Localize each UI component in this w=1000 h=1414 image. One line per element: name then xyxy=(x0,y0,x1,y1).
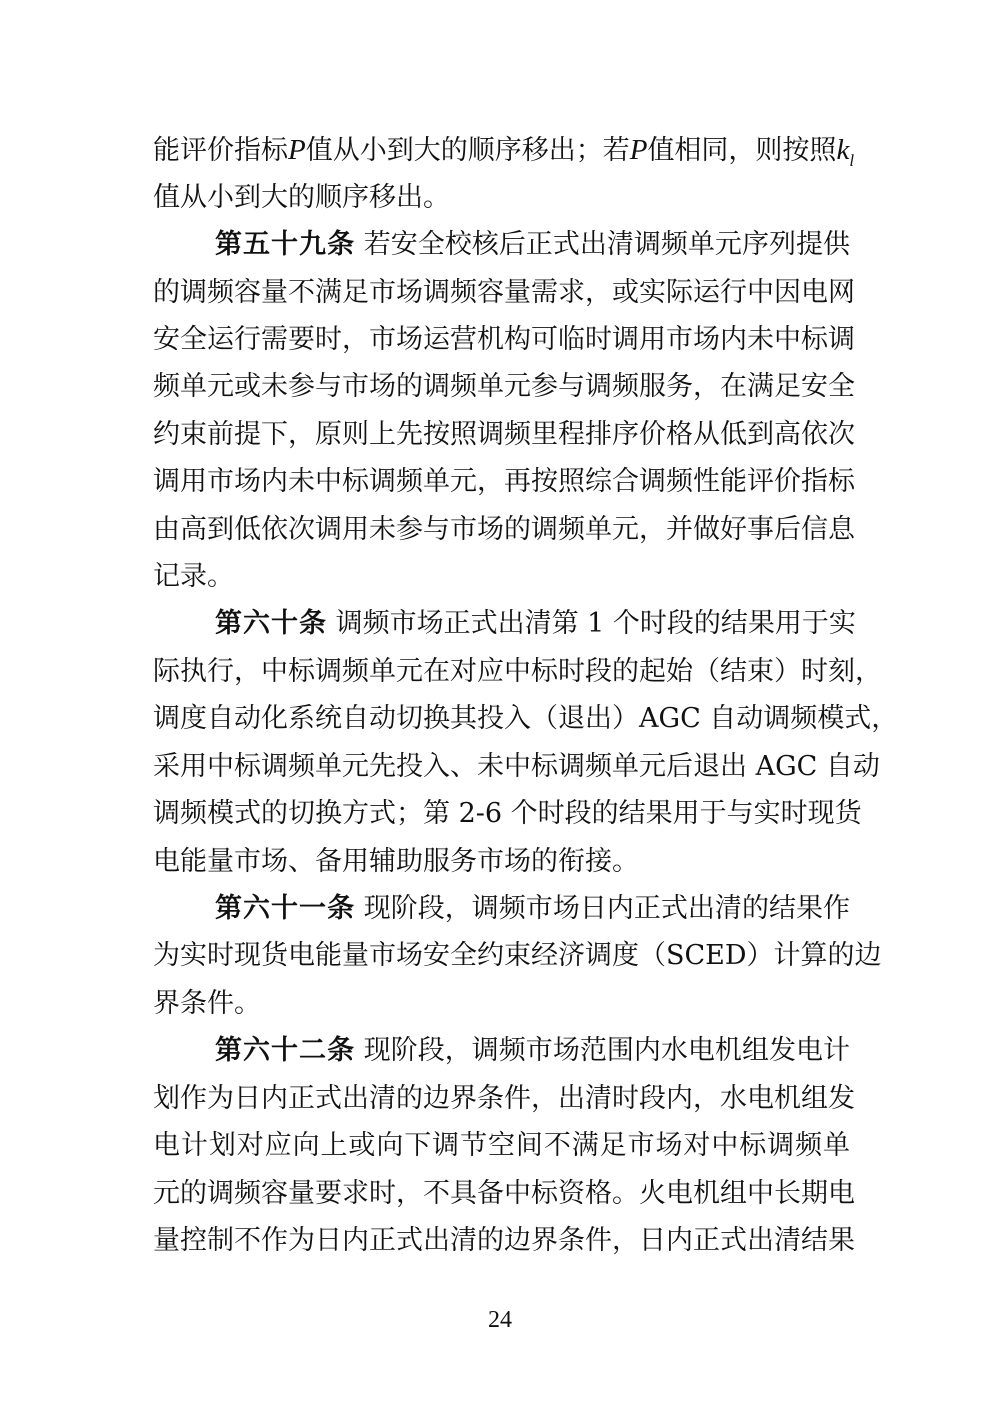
paragraph-line: 元的调频容量要求时，不具备中标资格。火电机组中长期电 xyxy=(153,1178,855,1209)
paragraph-line: 为实时现货电能量市场安全约束经济调度（SCED）计算的边 xyxy=(153,940,882,971)
article-59-first-line xyxy=(215,221,850,269)
page-number: 24 xyxy=(488,1307,512,1333)
text-run: 值相同，则按照 xyxy=(647,135,837,166)
article-61-first-line xyxy=(215,885,850,933)
article-heading: 第六十一条 xyxy=(215,893,356,924)
article-text: 现阶段，调频市场日内正式出清的结果作 xyxy=(363,893,851,924)
paragraph-line: 划作为日内正式出清的边界条件，出清时段内，水电机组发 xyxy=(153,1083,855,1114)
article-62-first-line xyxy=(215,1027,850,1075)
paragraph-line: 的调频容量不满足市场调频容量需求，或实际运行中因电网 xyxy=(153,277,855,308)
paragraph-line: 由高到低依次调用未参与市场的调频单元，并做好事后信息 xyxy=(153,514,855,545)
article-text: 调频市场正式出清第 1 个时段的结果用于实 xyxy=(335,608,856,639)
text-run: 能评价指标 xyxy=(153,135,288,166)
variable-k xyxy=(836,134,855,170)
paragraph-line: 安全运行需要时，市场运营机构可临时调用市场内未中标调 xyxy=(153,324,855,355)
variable-k-subscript: l xyxy=(849,150,855,170)
article-text: 若安全校核后正式出清调频单元序列提供 xyxy=(363,229,851,260)
paragraph-line: 频单元或未参与市场的调频单元参与调频服务，在满足安全 xyxy=(153,371,855,402)
paragraph-line: 电能量市场、备用辅助服务市场的衔接。 xyxy=(153,846,639,877)
paragraph-line: 采用中标调频单元先投入、未中标调频单元后退出 AGC 自动 xyxy=(153,751,880,782)
article-60-first-line xyxy=(215,600,856,648)
article-text: 现阶段，调频市场范围内水电机组发电计 xyxy=(363,1035,851,1066)
paragraph-line: 调频模式的切换方式；第 2-6 个时段的结果用于与实时现货 xyxy=(153,798,862,829)
paragraph-line: 量控制不作为日内正式出清的边界条件，日内正式出清结果 xyxy=(153,1225,855,1256)
paragraph-line: 记录。 xyxy=(153,561,234,592)
paragraph-line xyxy=(153,126,855,174)
variable-k-base: k xyxy=(836,134,850,166)
paragraph-line: 调度自动化系统自动切换其投入（退出）AGC 自动调频模式， xyxy=(153,703,899,734)
article-heading: 第六十二条 xyxy=(215,1035,356,1066)
paragraph-line: 电计划对应向上或向下调节空间不满足市场对中标调频单 xyxy=(153,1130,850,1161)
paragraph-line: 约束前提下，原则上先按照调频里程排序价格从低到高依次 xyxy=(153,419,855,450)
paragraph-line: 界条件。 xyxy=(153,988,261,1019)
article-heading: 第六十条 xyxy=(215,608,327,639)
article-heading: 第五十九条 xyxy=(215,229,356,260)
paragraph-line: 值从小到大的顺序移出。 xyxy=(153,182,450,213)
variable-p: P xyxy=(629,134,648,166)
variable-p: P xyxy=(288,134,306,166)
paragraph-line: 际执行，中标调频单元在对应中标时段的起始（结束）时刻， xyxy=(153,656,882,687)
paragraph-line: 调用市场内未中标调频单元，再按照综合调频性能评价指标 xyxy=(153,466,855,497)
text-run: 值从小到大的顺序移出；若 xyxy=(305,135,630,166)
